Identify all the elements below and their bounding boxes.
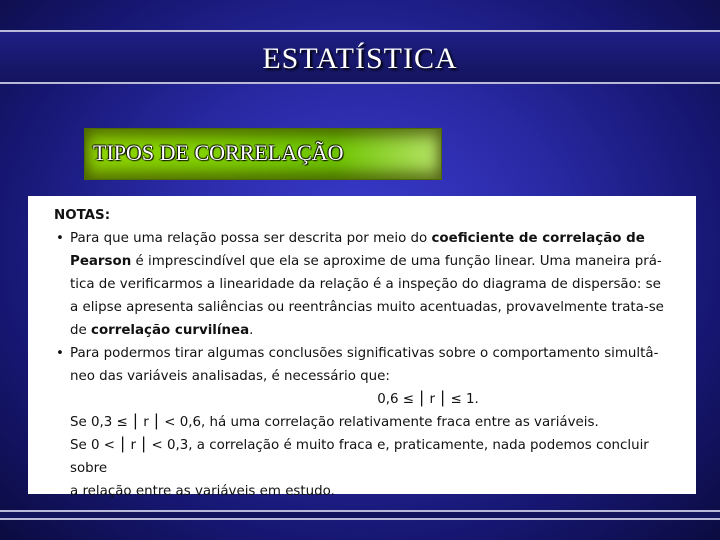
- note-text: tica de verificarmos a linearidade da relação é a inspeção do diagrama de dispersão: se: [70, 277, 661, 292]
- correlation-formula: 0,6 ≤ ⎮ r ⎮ ≤ 1.: [377, 392, 479, 407]
- subtitle-box: [84, 128, 442, 180]
- note-bold-text: Pearson: [70, 254, 132, 269]
- slide-subtitle: TIPOS DE CORRELAÇÃO: [93, 140, 344, 165]
- note-text: de: [70, 323, 91, 338]
- title-bar: [0, 30, 720, 84]
- bullet-dot: •: [56, 231, 64, 246]
- notes-heading: NOTAS:: [54, 208, 111, 223]
- note-text: é imprescindível que ela se aproxime de uma função linear. Uma maneira prá-: [131, 254, 662, 269]
- note-text: Para que uma relação possa ser descrita por meio do: [70, 231, 432, 246]
- note-bullet-2: [54, 342, 682, 388]
- note-bold-text: correlação curvilínea: [91, 323, 250, 338]
- condition-line: a relação entre as variáveis em estudo.: [70, 484, 335, 499]
- note-text: Para podermos tirar algumas conclusões significativas sobre o comportamento simultâ-: [70, 346, 659, 361]
- bottom-border-bar: [0, 510, 720, 520]
- notes-panel: [28, 196, 696, 499]
- note-bold-text: coeficiente de correlação de: [431, 231, 645, 246]
- bullet-dot: •: [56, 346, 64, 361]
- note-text: neo das variáveis analisadas, é necessário que:: [70, 369, 390, 384]
- condition-line: Se 0 < ⎮ r ⎮ < 0,3, a correlação é muito fraca e, praticamente, nada podemos concluir sobre: [70, 438, 649, 476]
- note-bullet-1: [54, 227, 682, 342]
- condition-line: Se 0,3 ≤ ⎮ r ⎮ < 0,6, há uma correlação relativamente fraca entre as variáveis.: [70, 415, 599, 430]
- note-text: a elipse apresenta saliências ou reentrâncias muito acentuadas, provavelmente trata-se: [70, 300, 664, 315]
- slide-title: ESTATÍSTICA: [262, 42, 458, 75]
- note-text: .: [249, 323, 254, 338]
